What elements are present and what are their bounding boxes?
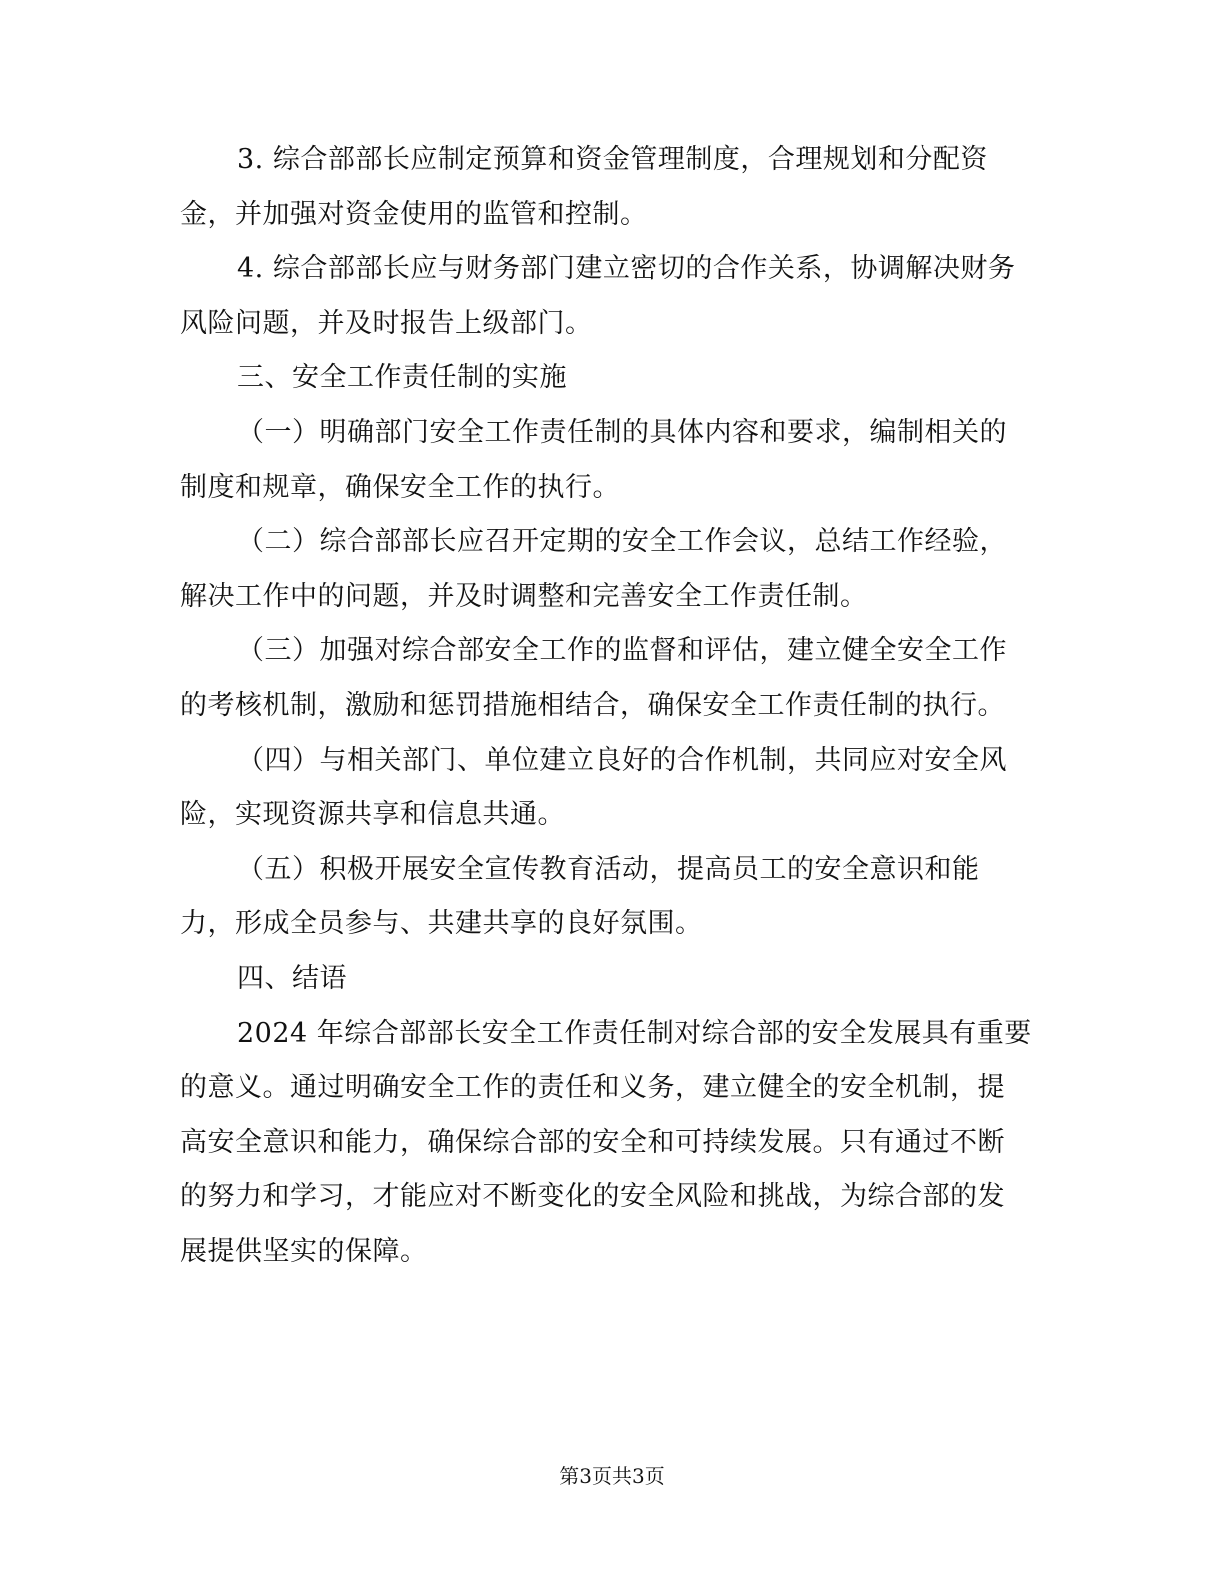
section-heading: 三、安全工作责任制的实施 [237, 362, 567, 394]
paragraph-line: 的意义。通过明确安全工作的责任和义务，建立健全的安全机制，提 [180, 1072, 1005, 1104]
paragraph-line: 险，实现资源共享和信息共通。 [180, 799, 565, 831]
paragraph-line: 展提供坚实的保障。 [180, 1235, 428, 1267]
paragraph-line: 解决工作中的问题，并及时调整和完善安全工作责任制。 [180, 580, 868, 612]
paragraph-line: 力，形成全员参与、共建共享的良好氛围。 [180, 908, 703, 940]
document-body [180, 133, 1032, 1279]
page-number-footer: 第3页共3页 [559, 1464, 665, 1488]
paragraph-line: （四）与相关部门、单位建立良好的合作机制，共同应对安全风 [237, 744, 1007, 776]
paragraph-line: 的考核机制，激励和惩罚措施相结合，确保安全工作责任制的执行。 [180, 689, 1005, 721]
paragraph-line: 金，并加强对资金使用的监管和控制。 [180, 198, 648, 230]
paragraph-line: （一）明确部门安全工作责任制的具体内容和要求，编制相关的 [237, 416, 1007, 448]
paragraph-line: 风险问题，并及时报告上级部门。 [180, 307, 593, 339]
paragraph-line: 3. 综合部部长应制定预算和资金管理制度，合理规划和分配资 [237, 144, 988, 175]
paragraph-line: 2024 年综合部部长安全工作责任制对综合部的安全发展具有重要 [237, 1017, 1032, 1049]
paragraph-line: 4. 综合部部长应与财务部门建立密切的合作关系，协调解决财务 [237, 253, 1016, 285]
paragraph-line: 的努力和学习，才能应对不断变化的安全风险和挑战，为综合部的发 [180, 1181, 1005, 1213]
paragraph-line: 高安全意识和能力，确保综合部的安全和可持续发展。只有通过不断 [180, 1126, 1005, 1158]
paragraph-line: （三）加强对综合部安全工作的监督和评估，建立健全安全工作 [237, 635, 1007, 667]
paragraph-line: （五）积极开展安全宣传教育活动，提高员工的安全意识和能 [237, 853, 980, 885]
paragraph-line: （二）综合部部长应召开定期的安全工作会议，总结工作经验， [237, 526, 1007, 558]
paragraph-line: 制度和规章，确保安全工作的执行。 [180, 471, 620, 503]
section-heading: 四、结语 [237, 962, 347, 994]
